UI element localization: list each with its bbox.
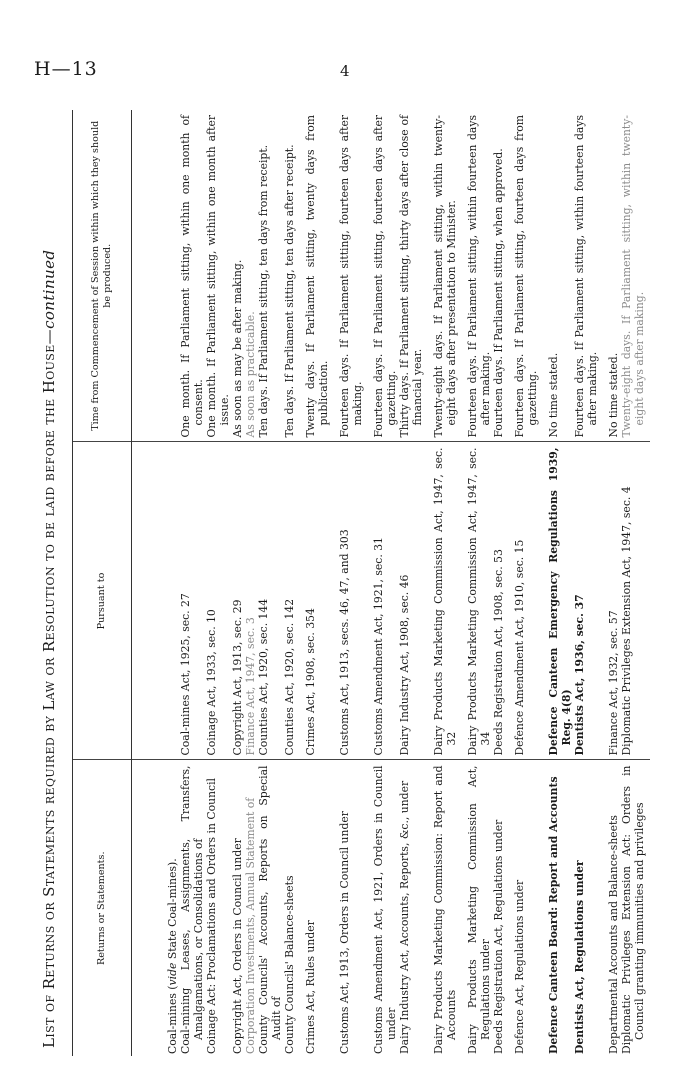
table-body — [132, 110, 651, 1056]
return-cell: County Councils' Accounts, Reports on Special Audit of — [257, 765, 283, 1054]
table-row — [296, 110, 330, 1056]
pursuant-cell: Dentists Act, 1936, sec. 37 — [573, 442, 599, 760]
pursuant-cell: Counties Act, 1920, sec. 144 — [257, 442, 283, 760]
return-cell: Defence Act, Regulations under — [513, 879, 526, 1054]
pursuant-cell: Customs Act, 1913, secs. 46, 47, and 303 — [330, 442, 364, 760]
time-cell: Twenty-eight days. If Parliament sitting, within twenty-eight days after presentation to Minister. — [424, 110, 458, 442]
return-cell: Diplomatic Privileges Extension Act: Orders in Council granting immunities and privileges — [620, 765, 646, 1054]
time-cell: Ten days. If Parliament sitting, ten days after receipt. — [283, 110, 296, 442]
page-number: 4 — [340, 62, 350, 80]
pursuant-cell: Diplomatic Privileges Extension Act, 1947, sec. 4 — [620, 442, 650, 760]
return-cell: Coal-mining Leases, Assignments, Transfers, Amalgamations, or Consolidations of — [179, 765, 205, 1054]
page-identifier: H—13 — [34, 58, 98, 80]
header-time: Time from Commencement of Session within which they should be produced. — [73, 110, 132, 442]
pursuant-cell: Copyright Act, 1913, sec. 29 — [231, 442, 244, 760]
return-cell: Defence Canteen Board: Report and Accounts — [547, 776, 560, 1054]
time-cell: Fourteen days. If Parliament sitting, fourteen days after gazetting. — [364, 110, 398, 442]
pursuant-cell — [132, 442, 180, 760]
time-cell: Twenty-eight days. If Parliament sitting, within twenty-eight days after making. — [620, 110, 650, 442]
table-row — [283, 110, 296, 1056]
table-row — [257, 110, 283, 1056]
return-cell: County Councils' Balance-sheets — [283, 875, 296, 1054]
time-cell: One month. If Parliament sitting, within one month after issue. — [205, 110, 231, 442]
time-cell — [132, 110, 180, 442]
pursuant-cell: Finance Act, 1932, sec. 57 — [599, 442, 620, 760]
time-cell: No time stated. — [539, 110, 573, 442]
return-cell: Deeds Registration Act, Regulations under — [492, 819, 505, 1054]
table-row — [573, 110, 599, 1056]
pursuant-cell: Crimes Act, 1908, sec. 354 — [296, 442, 330, 760]
pursuant-cell: Dairy Industry Act, 1908, sec. 46 — [398, 442, 424, 760]
pursuant-cell: Defence Amendment Act, 1910, sec. 15 — [505, 442, 539, 760]
time-cell: As soon as practicable. — [244, 110, 257, 442]
pursuant-cell: Coal-mines Act, 1925, sec. 27 — [179, 442, 205, 760]
pursuant-cell: Dairy Products Marketing Commission Act, 1947, sec. 32 — [424, 442, 458, 760]
table-row — [231, 110, 244, 1056]
time-cell: Fourteen days. If Parliament sitting, fourteen days from gazetting. — [505, 110, 539, 442]
return-cell: Copyright Act, Orders in Council under — [231, 838, 244, 1054]
table-row — [398, 110, 424, 1056]
return-cell: Customs Act, 1913, Orders in Council under — [338, 811, 351, 1054]
return-cell: Dairy Products Marketing Commission: Report and Accounts — [432, 765, 458, 1054]
return-cell: Dairy Industry Act, Accounts, Reports, &c., under — [398, 780, 411, 1054]
time-cell: Twenty days. If Parliament sitting, twenty days from publication. — [296, 110, 330, 442]
table-header-row — [73, 110, 132, 1056]
time-cell: One month. If Parliament sitting, within one month of consent. — [179, 110, 205, 442]
time-cell: Fourteen days. If Parliament sitting, within fourteen days after making. — [573, 110, 599, 442]
table-row — [179, 110, 205, 1056]
return-cell: Dentists Act, Regulations under — [573, 860, 586, 1054]
return-cell: Dairy Products Marketing Commission Act, Regulations under — [466, 765, 492, 1054]
table-row — [505, 110, 539, 1056]
table-row — [492, 110, 505, 1056]
time-cell: As soon as may be after making. — [231, 110, 244, 442]
pursuant-cell: Finance Act, 1947, sec. 3 — [244, 442, 257, 760]
time-cell: Fourteen days. If Parliament sitting, within fourteen days after making. — [458, 110, 492, 442]
rotated-page-content — [34, 106, 700, 1066]
table-row — [599, 110, 620, 1056]
title-continued: —continued — [40, 249, 58, 345]
table-row — [132, 110, 180, 1056]
table-row — [364, 110, 398, 1056]
pursuant-cell: Dairy Products Marketing Commission Act, 1947, sec. 34 — [458, 442, 492, 760]
table-row — [539, 110, 573, 1056]
pursuant-cell: Counties Act, 1920, sec. 142 — [283, 442, 296, 760]
table-row — [330, 110, 364, 1056]
title-main: List of Returns or Statements required by Law or Resolution to be laid before the House — [40, 344, 58, 1048]
return-cell: Corporation Investments, Annual Statement of — [244, 797, 257, 1054]
page-title — [40, 108, 58, 1048]
return-cell: Coal-mines (vide State Coal-mines). — [166, 858, 179, 1054]
returns-table — [72, 110, 650, 1056]
time-cell: Ten days. If Parliament sitting, ten days from receipt. — [257, 110, 283, 442]
table-row — [205, 110, 231, 1056]
header-returns: Returns or Statements. — [73, 760, 132, 1056]
time-cell: Fourteen days. If Parliament sitting, fourteen days after making. — [330, 110, 364, 442]
pursuant-cell: Coinage Act, 1933, sec. 10 — [205, 442, 231, 760]
pursuant-cell: Customs Amendment Act, 1921, sec. 31 — [364, 442, 398, 760]
pursuant-cell: Deeds Registration Act, 1908, sec. 53 — [492, 442, 505, 760]
return-cell: Departmental Accounts and Balance-sheets — [607, 815, 620, 1054]
table-row — [244, 110, 257, 1056]
table-row — [458, 110, 492, 1056]
table-row — [424, 110, 458, 1056]
pursuant-cell: Defence Canteen Emergency Regulations 1939, Reg. 4(8) — [539, 442, 573, 760]
time-cell: Fourteen days. If Parliament sitting, when approved. — [492, 110, 505, 442]
return-cell: Customs Amendment Act, 1921, Orders in Council under — [372, 765, 398, 1054]
table-row — [620, 110, 650, 1056]
return-cell: Crimes Act, Rules under — [304, 920, 317, 1054]
return-cell: Coinage Act: Proclamations and Orders in Council — [205, 778, 218, 1054]
time-cell: Thirty days. If Parliament sitting, thirty days after close of financial year. — [398, 110, 424, 442]
header-pursuant: Pursuant to — [73, 442, 132, 760]
time-cell: No time stated. — [599, 110, 620, 442]
